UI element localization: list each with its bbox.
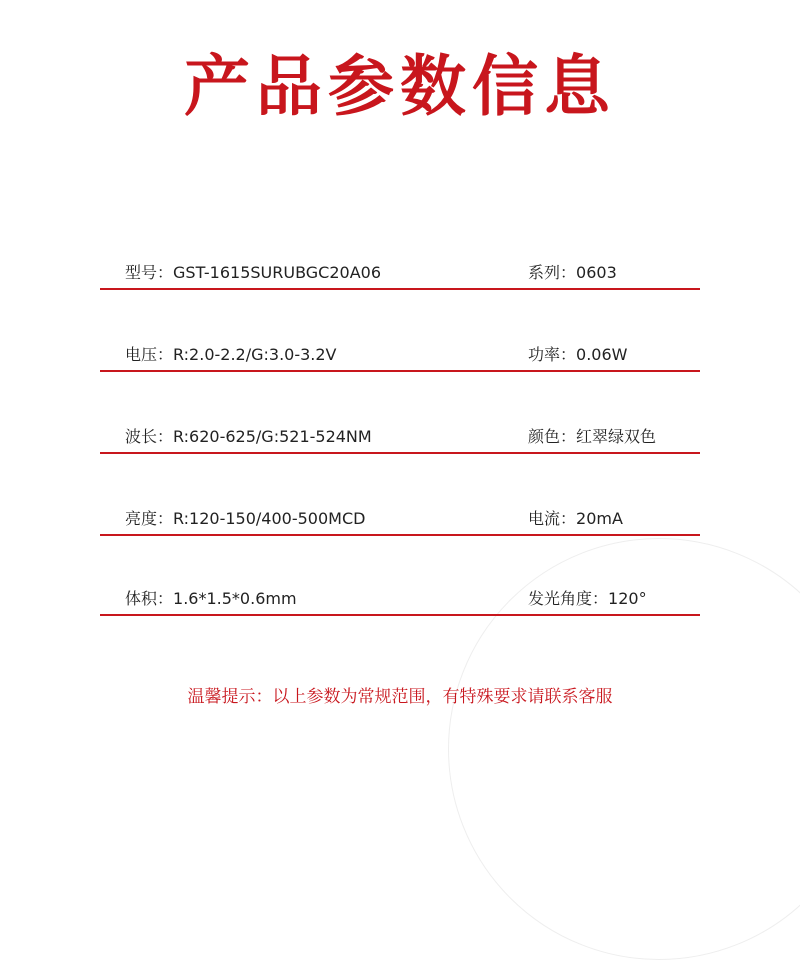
- spec-label: 亮度: [125, 509, 158, 528]
- spec-row: [100, 504, 700, 536]
- notice-text: 温馨提示：以上参数为常规范围，有特殊要求请联系客服: [187, 687, 613, 707]
- spec-value: 1.6*1.5*0.6mm: [173, 589, 297, 608]
- spec-right: [528, 345, 627, 365]
- spec-row: [100, 422, 700, 454]
- spec-value: 红翠绿双色: [576, 427, 657, 446]
- label-separator: ：: [592, 589, 609, 608]
- spec-value: R:120-150/400-500MCD: [173, 509, 366, 528]
- spec-label: 颜色: [528, 427, 561, 446]
- spec-label: 功率: [528, 345, 561, 364]
- label-separator: ：: [157, 589, 174, 608]
- label-separator: ：: [157, 263, 174, 282]
- spec-value: R:2.0-2.2/G:3.0-3.2V: [173, 345, 337, 364]
- spec-value: R:620-625/G:521-524NM: [173, 427, 372, 446]
- spec-label: 发光角度: [528, 589, 593, 608]
- spec-label: 波长: [125, 427, 158, 446]
- label-separator: ：: [157, 427, 174, 446]
- spec-label: 系列: [528, 263, 561, 282]
- label-separator: ：: [560, 427, 577, 446]
- spec-label: 电压: [125, 345, 158, 364]
- spec-right: [528, 509, 623, 529]
- spec-value: 0603: [576, 263, 617, 282]
- spec-left: [125, 427, 372, 447]
- label-separator: ：: [560, 509, 577, 528]
- spec-row: [100, 340, 700, 372]
- page-title: 产品参数信息: [184, 48, 616, 125]
- spec-left: [125, 589, 297, 609]
- spec-label: 体积: [125, 589, 158, 608]
- spec-row: [100, 258, 700, 290]
- spec-label: 型号: [125, 263, 158, 282]
- spec-value: 120°: [608, 589, 647, 608]
- spec-label: 电流: [528, 509, 561, 528]
- label-separator: ：: [157, 345, 174, 364]
- spec-left: [125, 509, 365, 529]
- spec-left: [125, 345, 337, 365]
- spec-value: 0.06W: [576, 345, 628, 364]
- spec-value: 20mA: [576, 509, 623, 528]
- spec-value: GST-1615SURUBGC20A06: [173, 263, 382, 282]
- label-separator: ：: [560, 345, 577, 364]
- spec-right: [528, 427, 656, 447]
- label-separator: ：: [157, 509, 174, 528]
- spec-row: [100, 584, 700, 616]
- label-separator: ：: [560, 263, 577, 282]
- spec-right: [528, 589, 647, 609]
- spec-right: [528, 263, 617, 283]
- spec-left: [125, 263, 381, 283]
